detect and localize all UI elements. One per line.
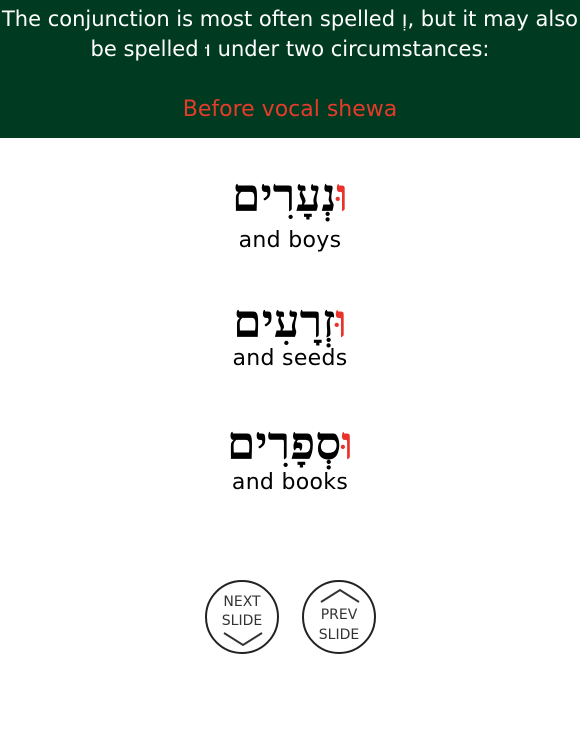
section-subtitle: Before vocal shewa xyxy=(182,97,398,122)
hebrew-word xyxy=(0,168,580,222)
hebrew-word-stem: סְפָרִים xyxy=(226,416,342,470)
next-slide-button[interactable] xyxy=(205,580,279,654)
english-gloss: and boys xyxy=(238,228,342,253)
conjunction-vav: וּ xyxy=(341,416,354,470)
example-2 xyxy=(0,294,580,372)
hebrew-word xyxy=(0,294,580,348)
chevron-down-icon xyxy=(221,631,265,647)
conjunction-vav: וּ xyxy=(336,168,349,222)
prev-slide-button[interactable] xyxy=(302,580,376,654)
example-1 xyxy=(0,168,580,254)
next-button-label-1: NEXT xyxy=(223,594,261,610)
prev-button-label-2: SLIDE xyxy=(318,627,360,643)
chevron-up-icon xyxy=(318,588,362,604)
hebrew-word-stem: נְעָרִים xyxy=(231,168,337,222)
intro-text-line-2: be spelled וּ under two circumstances: xyxy=(90,37,490,61)
conjunction-vav: וּ xyxy=(335,294,347,348)
example-3 xyxy=(0,416,580,496)
next-button-label-2: SLIDE xyxy=(221,613,263,629)
header-banner xyxy=(0,0,580,138)
hebrew-word-stem: זְרָעִים xyxy=(232,294,336,348)
english-gloss: and seeds xyxy=(232,346,348,371)
prev-button-label-1: PREV xyxy=(320,607,358,623)
english-gloss: and books xyxy=(231,470,349,495)
intro-text-line-1: The conjunction is most often spelled וְ, but it may also xyxy=(1,7,579,31)
hebrew-word xyxy=(0,416,580,470)
